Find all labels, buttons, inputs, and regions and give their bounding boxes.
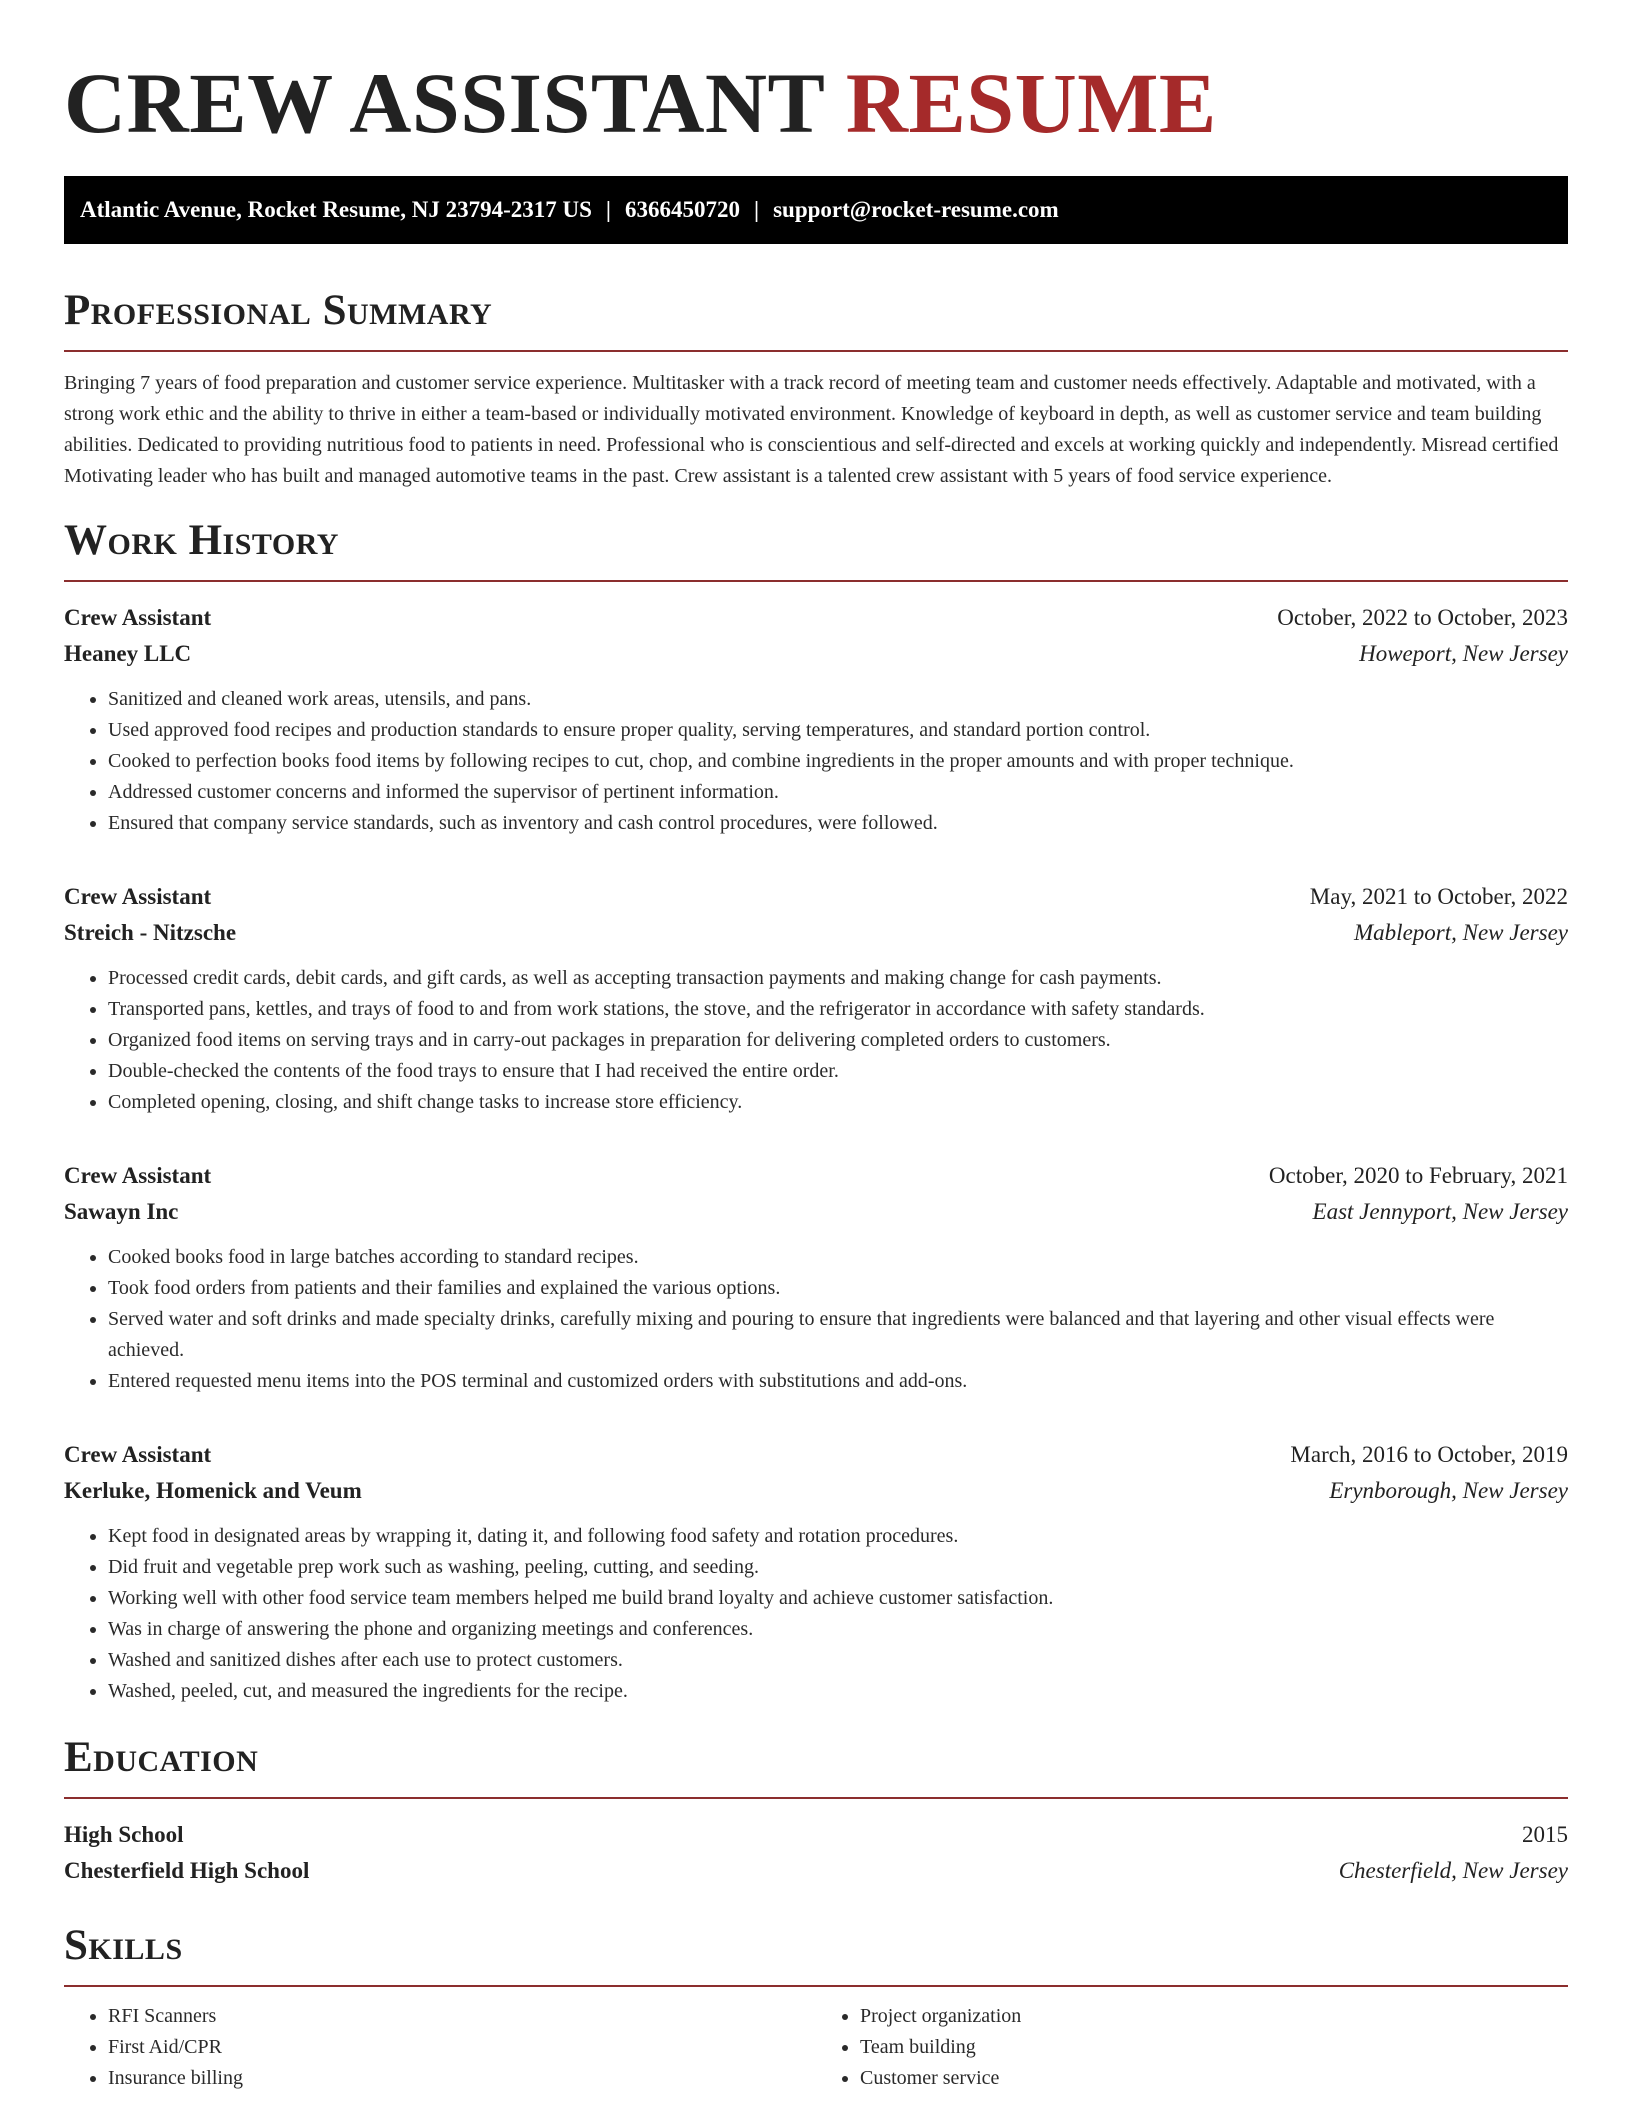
skills-heading: Skills (64, 1921, 1568, 1987)
work-history-heading: Work History (64, 516, 1568, 582)
job-company-row (64, 915, 1568, 951)
education-degree: High School (64, 1822, 184, 1847)
skill-item: • Project organization (860, 2001, 1568, 2032)
job-company-row (64, 1194, 1568, 1230)
job-bullet: • Working well with other food service team members helped me build brand loyalty and achieve customer satisfaction. (108, 1583, 1568, 1614)
skill-item: • First Aid/CPR (108, 2032, 816, 2063)
job-title: Crew Assistant (64, 605, 212, 630)
job-company: Heaney LLC (64, 641, 192, 666)
contact-bar (64, 176, 1568, 244)
job-bullet: • Used approved food recipes and production standards to ensure proper quality, serving temperatures, and standard portion control. (108, 715, 1568, 746)
job-location: Erynborough, New Jersey (1329, 1478, 1568, 1503)
skill-item: • Team building (860, 2032, 1568, 2063)
job-bullet: • Was in charge of answering the phone and organizing meetings and conferences. (108, 1614, 1568, 1645)
contact-phone: 6366450720 (625, 197, 740, 222)
job-dates: May, 2021 to October, 2022 (1309, 884, 1568, 909)
job-bullet: • Washed, peeled, cut, and measured the ingredients for the recipe. (108, 1676, 1568, 1707)
job-bullet: • Processed credit cards, debit cards, and gift cards, as well as accepting transaction payments and making change for cash payments. (108, 963, 1568, 994)
job-company-row (64, 1473, 1568, 1509)
education-year: 2015 (1522, 1822, 1568, 1847)
job-header-row (64, 879, 1568, 915)
job-bullets (64, 1521, 1568, 1707)
job-bullet: • Double-checked the contents of the food trays to ensure that I had received the entire order. (108, 1056, 1568, 1087)
job-title: Crew Assistant (64, 884, 212, 909)
skill-item: • RFI Scanners (108, 2001, 816, 2032)
job-location: Mableport, New Jersey (1354, 920, 1568, 945)
job-dates: March, 2016 to October, 2019 (1290, 1442, 1568, 1467)
contact-separator: | (605, 197, 611, 222)
job-bullet: • Cooked books food in large batches according to standard recipes. (108, 1242, 1568, 1273)
resume-title (64, 0, 1568, 151)
job-company: Kerluke, Homenick and Veum (64, 1478, 362, 1503)
skills-column-left (64, 2001, 816, 2094)
job-bullet: • Sanitized and cleaned work areas, utensils, and pans. (108, 684, 1568, 715)
job-bullet: • Did fruit and vegetable prep work such as washing, peeling, cutting, and seeding. (108, 1552, 1568, 1583)
job-bullets (64, 684, 1568, 839)
job-location: East Jennyport, New Jersey (1312, 1199, 1568, 1224)
education-location: Chesterfield, New Jersey (1338, 1858, 1568, 1883)
skill-item: • Customer service (860, 2063, 1568, 2094)
summary-section (64, 286, 1568, 492)
skills-grid (64, 2001, 1568, 2094)
contact-address: Atlantic Avenue, Rocket Resume, NJ 23794-2317 US (80, 197, 592, 222)
education-school: Chesterfield High School (64, 1858, 310, 1883)
job-dates: October, 2022 to October, 2023 (1277, 605, 1568, 630)
job-title: Crew Assistant (64, 1442, 212, 1467)
job-bullet: • Served water and soft drinks and made specialty drinks, carefully mixing and pouring to ensure that ingredients were balanced and that layering and other visual effects were achieved. (108, 1304, 1568, 1366)
contact-email: support@rocket-resume.com (773, 197, 1059, 222)
work-history-section (64, 516, 1568, 1707)
job-header-row (64, 1437, 1568, 1473)
job-company-row (64, 636, 1568, 672)
job-bullets (64, 1242, 1568, 1397)
job-bullet: • Entered requested menu items into the POS terminal and customized orders with substitutions and add-ons. (108, 1366, 1568, 1397)
summary-heading: Professional Summary (64, 286, 1568, 352)
job-entry (64, 879, 1568, 1118)
skills-section (64, 1921, 1568, 2094)
contact-separator: | (754, 197, 760, 222)
job-bullet: • Organized food items on serving trays and in carry-out packages in preparation for delivering completed orders to customers. (108, 1025, 1568, 1056)
job-bullets (64, 963, 1568, 1118)
job-bullet: • Transported pans, kettles, and trays of food to and from work stations, the stove, and the refrigerator in accordance with safety standards. (108, 994, 1568, 1025)
education-section (64, 1733, 1568, 1889)
job-bullet: • Washed and sanitized dishes after each use to protect customers. (108, 1645, 1568, 1676)
job-bullet: • Cooked to perfection books food items by following recipes to cut, chop, and combine ingredients in the proper amounts and with proper technique. (108, 746, 1568, 777)
job-entry (64, 1437, 1568, 1707)
job-bullet: • Took food orders from patients and their families and explained the various options. (108, 1273, 1568, 1304)
job-location: Howeport, New Jersey (1359, 641, 1568, 666)
job-dates: October, 2020 to February, 2021 (1268, 1163, 1568, 1188)
job-title: Crew Assistant (64, 1163, 212, 1188)
job-bullet: • Kept food in designated areas by wrapping it, dating it, and following food safety and rotation procedures. (108, 1521, 1568, 1552)
job-bullet: • Addressed customer concerns and informed the supervisor of pertinent information. (108, 777, 1568, 808)
job-company: Streich - Nitzsche (64, 920, 237, 945)
education-school-row (64, 1853, 1568, 1889)
skills-column-right (816, 2001, 1568, 2094)
job-bullet: • Ensured that company service standards, such as inventory and cash control procedures, were followed. (108, 808, 1568, 839)
job-header-row (64, 600, 1568, 636)
education-heading: Education (64, 1733, 1568, 1799)
job-bullet: • Completed opening, closing, and shift change tasks to increase store efficiency. (108, 1087, 1568, 1118)
title-main: CREW ASSISTANT (64, 55, 824, 151)
skill-item: • Insurance billing (108, 2063, 816, 2094)
title-accent: RESUME (845, 55, 1217, 151)
job-company: Sawayn Inc (64, 1199, 179, 1224)
summary-text: Bringing 7 years of food preparation and customer service experience. Multitasker with a track record of meeting team and customer needs effectively. Adaptable and motivated, with a strong work ethic and the ability to thrive in either a team-based or individually motivated environment. Knowledge of keyboard in depth, as well as customer service and team building abilities. Dedicated to providing nutritious food to patients in need. Professional who is conscientious and self-directed and excels at working quickly and independently. Misread certified Motivating leader who has built and managed automotive teams in the past. Crew assistant is a talented crew assistant with 5 years of food service experience. (64, 372, 1559, 487)
job-header-row (64, 1158, 1568, 1194)
education-header-row (64, 1817, 1568, 1853)
education-entry (64, 1817, 1568, 1889)
job-entry (64, 1158, 1568, 1397)
job-entry (64, 600, 1568, 839)
